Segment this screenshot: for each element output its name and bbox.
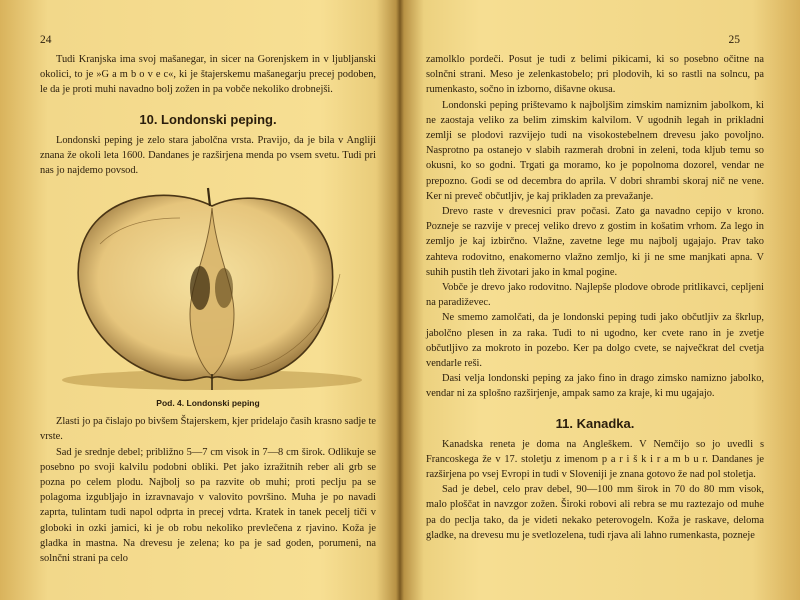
disease-paragraph: Ne smemo zamolčati, da je londonski peping tudi jako občutljiv za škrlup, jabolčno plesen in za raka. Tudi to ni ugodno, ker cvete rano in je zvetje občutljivo za mokroto in pozebo. Ker pa dolgo cvete, se največkrat del cvetja vendarle reši. <box>426 312 764 370</box>
fertility-paragraph: Vobče je drevo jako rodovitno. Najlepše plodove obrode pritlikavci, cepljeni na paradiževec. <box>426 282 764 309</box>
section-intro-paragraph: Londonski peping je zelo stara jabolčna vrsta. Pravijo, da je bila v Angliji znana že okoli leta 1600. Dandanes je razširjena menda po vsem svetu. Tudi pri nas jo najdemo povsod. <box>40 134 376 177</box>
fruit-paragraph: Sad je debel, celo prav debel, 90—100 mm širok in 70 do 80 mm visok, malo ploščat in navzgor zožen. Široki robovi ali rebra se mu raztezajo od muhe pa do peclja tako, da je videti nekako peterovogeln. Koža je raskave, deloma gladke, na drevesu mu je svetlozelena, tudi rjava ali lahno rumenkasta, pozneje <box>426 484 764 541</box>
section-title-londonski-peping: 10. Londonski peping. <box>139 111 277 127</box>
conclusion-paragraph: Dasi velja londonski peping za jako fino in drago zimsko namizno jabolko, vendar ni za splošno razširjenje, ampak samo za kraje, ki mu ugajajo. <box>426 373 764 400</box>
apple-seed-left <box>190 266 210 310</box>
origin-paragraph: Kanadska reneta je doma na Angleškem. V Nemčijo so jo uvedli s Francoskega že v 17. stoletju z imenom p a r i š k i r a m b u r. Dandanes je razširjena po vsej Evropi in tudi v Sloveniji je znana gotovo že nad pol stoletja. <box>426 438 764 481</box>
apple-illustration <box>40 184 376 396</box>
page-number-right: 25 <box>728 34 740 46</box>
page-number-left: 24 <box>40 34 52 46</box>
apple-stem <box>208 188 210 206</box>
apple-cross-section-drawing <box>40 184 376 396</box>
fruit-description-paragraph: Sad je srednje debel; približno 5—7 cm visok in 7—8 cm širok. Odlikuje se posebno po svoji kalvilu podobni obliki. Pet jako izražitnih reber ali grb se pozna po celem plodu. Najbolj so pa razvite ob muhi; proti peclju pa se polagoma izgubljajo in izravnavajo v valovito površino. Muha je po navadi zaprta, tulintam tudi napol odprta in precej vdrta. Kratek in tanek pecelj tiči v globoki in ozki jamici, ki je ob robu nekoliko prevlečena z rjavino. Koža je gladka in mastna. Na drevesu je zelena; ko pa je sad goden, porumeni, na solnčni strani pa celo <box>40 446 376 565</box>
apple-seed-right <box>215 268 233 308</box>
left-page <box>0 0 396 600</box>
continuation-paragraph: zamolklo pordeči. Posut je tudi z belimi pikicami, ki so posebno očitne na solnčni strani. Meso je zelenkastobelo; pri plodovih, ki so rastli na solncu, pa rumenkasto, sočno in izborno, dišavne okusa. <box>426 54 764 96</box>
figure-caption: Pod. 4. Londonski peping <box>156 398 260 409</box>
section-title-kanadka: 11. Kanadka. <box>555 415 635 431</box>
paragraph-after-figure: Zlasti jo pa čislajo po bivšem Štajerskem, kjer pridelajo časih krasno sadje te vrste. <box>40 416 377 443</box>
tree-paragraph: Drevo raste v drevesnici prav počasi. Zato ga navadno cepijo v krono. Pozneje se razvije v precej veliko drevo z gostim in košatim vrhom. Za lego in zemljo je kaj izbirčno. Vlažne, zavetne lege mu najbolj ugajajo. Prav tako zahteva rodovitno, enakomerno vlažno zemljo, ki ji ne sme manjkati apna. V suhih pustih tleh životari jako in kmal pogine. <box>426 206 764 278</box>
intro-paragraph: Tudi Kranjska ima svoj mašanegar, in sicer na Gorenjskem in v ljubljanski okolici, to je »G a m b o v e c«, ki je štajerskemu mašanegarju precej podoben, le da je proti muhi navadno bolj zožen in pa vobče nekoliko drobnejši. <box>40 54 376 96</box>
right-page <box>404 0 800 600</box>
storage-paragraph: Londonski peping prištevamo k najboljšim zimskim namiznim jabolkom, ki ne zaostaja veliko za belim zimskim kalvilom. V ugodnih legah in prikladni zemlji se plodovi razvijejo tudi na visokostebelnem drevesu jako povoljno. Nasprotno pa ostanejo v slabih razmerah drobni in zeleni, toda kljub temu so okusni, ko so godni. Trgati ga moramo, ko je popolnoma dozorel, vendar ne prepozno. Godi se od decembra do aprila. V dobri shrambi skoraj nič ne vene. Ker ni preveč občutljiv, je kaj prikladen za prevažanje. <box>426 99 764 202</box>
